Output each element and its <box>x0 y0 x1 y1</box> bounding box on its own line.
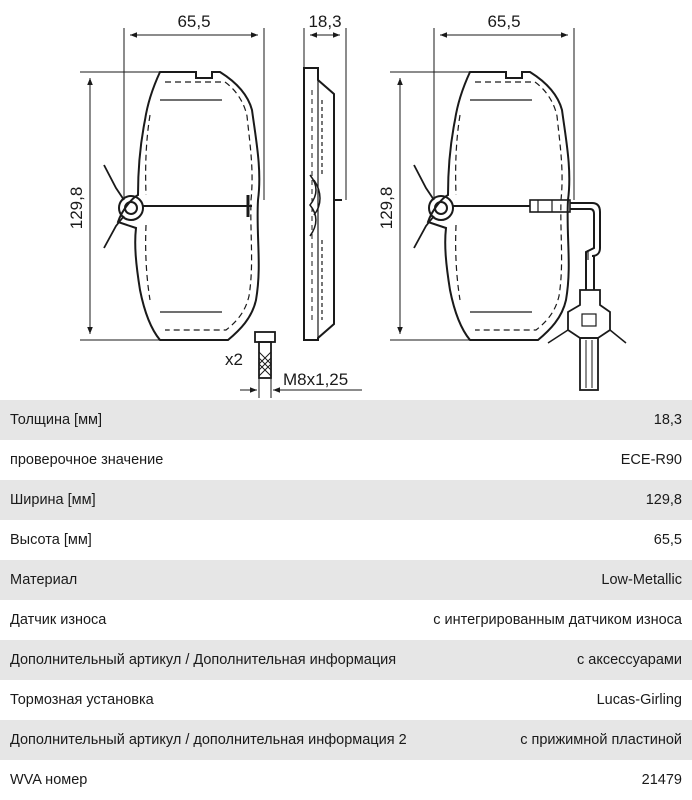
spec-label: Тормозная установка <box>10 692 154 708</box>
spec-label: проверочное значение <box>10 452 164 468</box>
brake-pad-with-sensor-view <box>414 72 626 390</box>
spec-row-additional-info <box>0 640 692 680</box>
spec-row-test-mark <box>0 440 692 480</box>
spec-value: 65,5 <box>653 532 682 548</box>
spec-label: Дополнительный артикул / дополнительная информация 2 <box>10 732 407 748</box>
spec-row-wva-number <box>0 760 692 800</box>
spec-label: Высота [мм] <box>10 532 92 548</box>
brake-pad-front-view <box>104 72 259 340</box>
spec-value: с интегрированным датчиком износа <box>433 612 682 628</box>
thickness-label: 18,3 <box>308 12 342 31</box>
width-dimension-left <box>124 28 264 200</box>
height-label-right: 129,8 <box>377 186 396 230</box>
spec-label: Датчик износа <box>10 612 107 628</box>
width-label-left: 65,5 <box>177 12 211 31</box>
spec-row-height <box>0 520 692 560</box>
spec-value: ECE-R90 <box>620 452 682 468</box>
spec-row-additional-info-2 <box>0 720 692 760</box>
spec-label: Толщина [мм] <box>10 412 103 428</box>
spec-row-brake-system <box>0 680 692 720</box>
brake-pad-side-view <box>304 68 342 340</box>
bolt-drawing <box>255 332 275 378</box>
spec-table <box>0 400 692 800</box>
spec-label: Ширина [мм] <box>10 492 96 508</box>
bolt-quantity-label: x2 <box>225 350 243 369</box>
spec-value: с аксессуарами <box>576 652 682 668</box>
height-label-left: 129,8 <box>67 186 86 230</box>
thickness-dimension <box>304 28 346 200</box>
spec-value: с прижимной пластиной <box>520 732 682 748</box>
spec-row-thickness <box>0 400 692 440</box>
spec-label: WVA номер <box>10 772 88 788</box>
spec-value: Lucas-Girling <box>596 692 682 708</box>
spec-row-material <box>0 560 692 600</box>
spec-value: 21479 <box>641 772 682 788</box>
spec-value: 129,8 <box>645 492 682 508</box>
spec-row-wear-sensor <box>0 600 692 640</box>
spec-label: Материал <box>10 572 78 588</box>
spec-label: Дополнительный артикул / Дополнительная информация <box>10 652 397 668</box>
width-dimension-right <box>434 28 574 200</box>
spec-row-width <box>0 480 692 520</box>
spec-value: 18,3 <box>653 412 682 428</box>
spec-value: Low-Metallic <box>601 572 682 588</box>
width-label-right: 65,5 <box>487 12 521 31</box>
bolt-thread-label: M8x1,25 <box>283 370 349 389</box>
